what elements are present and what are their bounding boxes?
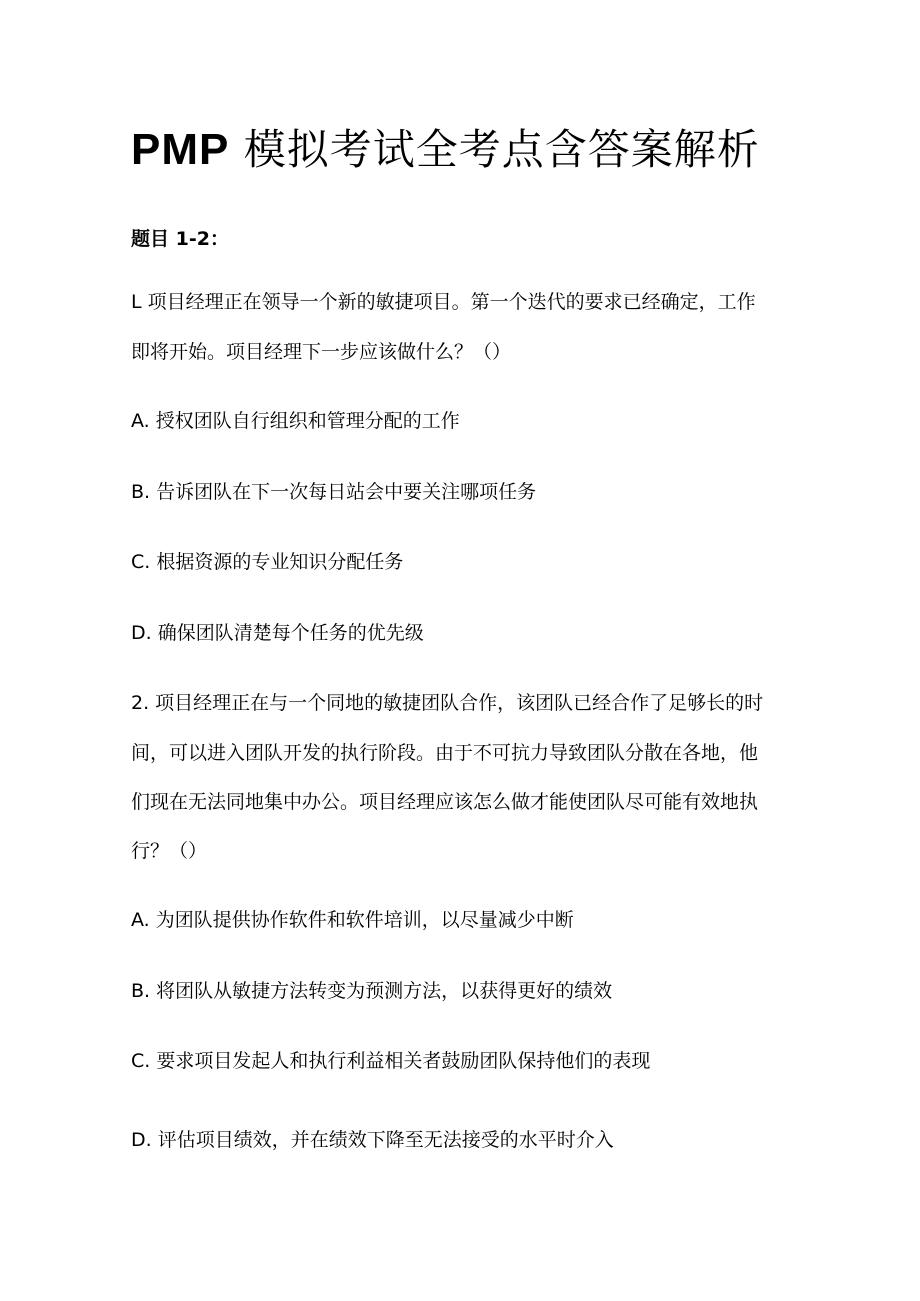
- question-1-line-2: 即将开始。项目经理下一步应该做什么？（）: [131, 341, 512, 363]
- question-2-option-c: C. 要求项目发起人和执行利益相关者鼓励团队保持他们的表现: [131, 1050, 651, 1072]
- question-2-line-4: 行？（）: [131, 840, 208, 862]
- question-2-line-2: 间，可以进入团队开发的执行阶段。由于不可抗力导致团队分散在各地，他: [131, 742, 759, 764]
- question-1-option-c: C. 根据资源的专业知识分配任务: [131, 551, 404, 573]
- section-heading: 题目 1-2：: [131, 228, 229, 250]
- question-1-option-a: A. 授权团队自行组织和管理分配的工作: [131, 410, 460, 432]
- question-2-option-a: A. 为团队提供协作软件和软件培训，以尽量减少中断: [131, 909, 574, 931]
- title-cjk: 模拟考试全考点含答案解析: [243, 125, 760, 174]
- question-2-option-b: B. 将团队从敏捷方法转变为预测方法，以获得更好的绩效: [131, 980, 613, 1002]
- title-latin: PMP: [131, 125, 230, 174]
- question-2-line-3: 们现在无法同地集中办公。项目经理应该怎么做才能使团队尽可能有效地执: [131, 791, 759, 813]
- question-1-option-b: B. 告诉团队在下一次每日站会中要关注哪项任务: [131, 481, 537, 503]
- question-2-line-1: 2. 项目经理正在与一个同地的敏捷团队合作，该团队已经合作了足够长的时: [131, 692, 764, 714]
- question-1-line-1: L 项目经理正在领导一个新的敏捷项目。第一个迭代的要求已经确定，工作: [131, 291, 756, 313]
- question-2-option-d: D. 评估项目绩效，并在绩效下降至无法接受的水平时介入: [131, 1129, 614, 1151]
- document-title: [131, 122, 760, 178]
- question-1-option-d: D. 确保团队清楚每个任务的优先级: [131, 622, 424, 644]
